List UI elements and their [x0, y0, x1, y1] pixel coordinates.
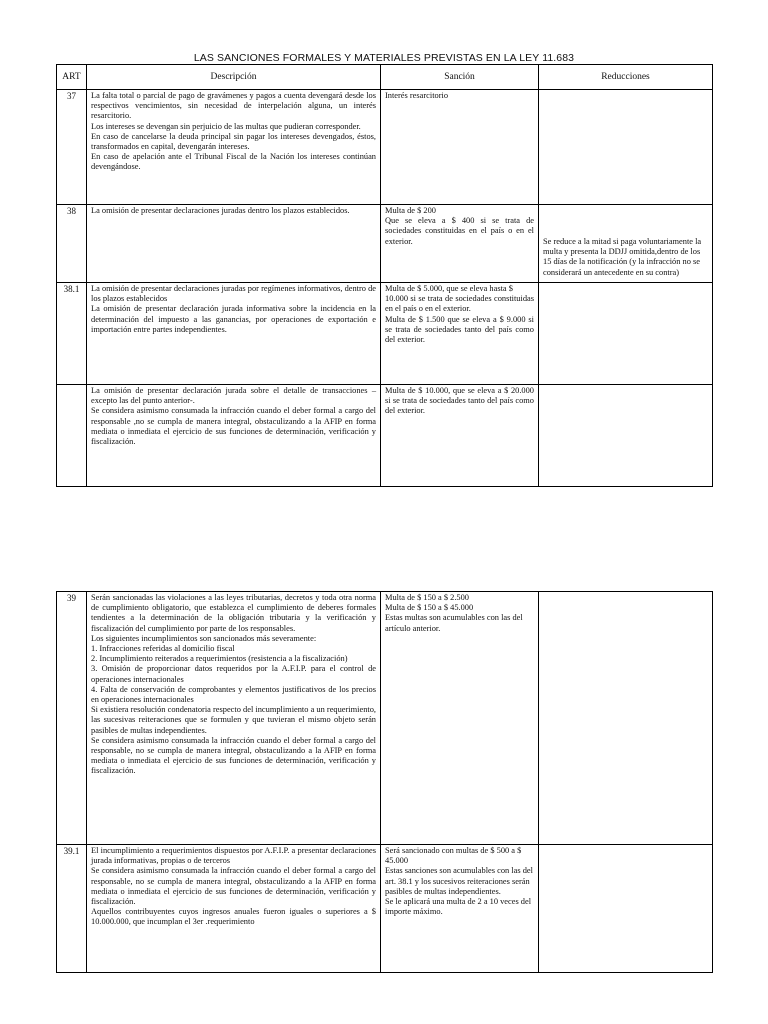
sancion-text: Multa de $ 150 a $ 2.500	[385, 593, 469, 602]
sancion-cell	[381, 845, 539, 973]
table-header-row	[57, 65, 713, 90]
descripcion-text: El incumplimiento a requerimientos dispuestos por A.F.I.P. a presentar declaraciones jurada informativas, propias o de terceros	[91, 846, 376, 866]
descripcion-cell	[87, 385, 381, 487]
sancion-cell	[381, 385, 539, 487]
reducciones-cell	[539, 385, 713, 487]
sancion-text: Se le aplicará una multa de 2 a 10 veces del importe máximo.	[385, 897, 532, 917]
reducciones-cell	[539, 845, 713, 973]
table-row	[57, 205, 713, 283]
art-cell: 38.1	[57, 283, 87, 385]
sancion-text: Será sancionado con multas de $ 500 a $ 45.000	[385, 846, 522, 866]
descripcion-text: Los intereses se devengan sin perjuicio de las multas que pudieran corresponder.	[91, 121, 361, 131]
header-art: ART	[57, 65, 87, 90]
descripcion-text: La omisión de presentar declaraciones juradas dentro los plazos establecidos.	[91, 206, 350, 215]
descripcion-text: 3. Omisión de proporcionar datos requeridos por la A.F.I.P. para el control de operaciones internacionales	[91, 664, 376, 684]
descripcion-text: Aquellos contribuyentes cuyos ingresos anuales fueron iguales o superiores a $ 10.000.000, que incumplan el 3er .requerimiento	[91, 907, 376, 927]
sancion-text: Interés resarcitorio	[385, 91, 449, 100]
table-row	[57, 385, 713, 487]
descripcion-cell	[87, 283, 381, 385]
reducciones-cell	[539, 592, 713, 845]
sancion-cell	[381, 205, 539, 283]
descripcion-text: En caso de cancelarse la deuda principal sin pagar los intereses devengados, éstos, transformados en capital, devengarán intereses.	[91, 131, 376, 152]
descripcion-text: La omisión de presentar declaración jurada sobre el detalle de transacciones – excepto las del punto anterior-.	[91, 386, 376, 406]
sancion-text: Estas multas son acumulables con las del artículo anterior.	[385, 613, 523, 633]
sancion-text: Multa de $ 10.000, que se eleva a $ 20.000 si se trata de sociedades tanto del país como del exterior.	[385, 386, 534, 416]
descripcion-text: Se considera asimismo consumada la infracción cuando el deber formal a cargo del responsable ,no se cumpla de manera integral, obstaculizando a la AFIP en forma mediata o inmediata el ejercicio de sus funciones de determinación, verificación y fiscalización.	[91, 406, 376, 447]
sancion-text: 10.000 si se trata de sociedades constituidas en el país o en el exterior.	[385, 294, 534, 314]
header-descripcion: Descripción	[87, 65, 381, 90]
reducciones-text: Se reduce a la mitad si paga voluntariamente la multa y presenta la DDJJ omitida,dentro de los 15 días de la notificación (y la infracción no se considerará un antecedente en su contra)	[543, 237, 702, 277]
descripcion-text: Se considera asimismo consumada la infracción cuando el deber formal a cargo del responsable, no se cumpla de manera integral, obstaculizando a la AFIP en forma mediata o inmediata el ejercicio de sus funciones de determinación, verificación y fiscalización.	[91, 866, 376, 907]
reducciones-cell	[539, 205, 713, 283]
descripcion-text: Se considera asimismo consumada la infracción cuando el deber formal a cargo del responsable, no se cumpla de manera integral, obstaculizando a la AFIP en forma mediata o inmediata el ejercicio de sus funciones de determinación, verificación y fiscalización.	[91, 735, 376, 776]
descripcion-text: En caso de apelación ante el Tribunal Fiscal de la Nación los intereses continúan devengándose.	[91, 152, 376, 172]
descripcion-text: Serán sancionadas las violaciones a las leyes tributarias, decretos y toda otra norma de cumplimiento obligatorio, que establezca el cumplimiento de deberes formales tendientes a la determinación de la obligación tributaria y la verificación y fiscalización del cumplimiento por parte de los responsables.	[91, 593, 376, 633]
sancion-text: Multa de $ 5.000, que se eleva hasta $	[385, 284, 513, 293]
table-row	[57, 592, 713, 845]
descripcion-text: 1. Infracciones referidas al domicilio fiscal	[91, 644, 235, 654]
page-title: LAS SANCIONES FORMALES Y MATERIALES PREVISTAS EN LA LEY 11.683	[193, 52, 575, 64]
sanctions-table-2	[56, 591, 713, 973]
sancion-text: Multa de $ 1.500 que se eleva a $ 9.000 si se trata de sociedades tanto del país como del exterior.	[385, 314, 534, 345]
descripcion-cell	[87, 592, 381, 845]
reducciones-cell	[539, 90, 713, 205]
sancion-text: Multa de $ 200	[385, 206, 436, 215]
art-cell	[57, 385, 87, 487]
sancion-cell	[381, 283, 539, 385]
table-row	[57, 845, 713, 973]
art-cell: 39	[57, 592, 87, 845]
descripcion-text: Los siguientes incumplimientos son sancionados más severamente:	[91, 633, 317, 643]
sancion-cell	[381, 90, 539, 205]
sancion-cell	[381, 592, 539, 845]
table-row	[57, 283, 713, 385]
header-reducciones: Reducciones	[539, 65, 713, 90]
descripcion-cell	[87, 845, 381, 973]
descripcion-text: 2. Incumplimiento reiterados a requerimientos (resistencia a la fiscalización)	[91, 654, 348, 664]
descripcion-cell	[87, 90, 381, 205]
art-cell: 38	[57, 205, 87, 283]
descripcion-text: La omisión de presentar declaraciones juradas por regímenes informativos, dentro de los plazos establecidos	[91, 284, 376, 304]
header-sancion: Sanción	[381, 65, 539, 90]
sanctions-table-1	[56, 64, 713, 487]
art-cell: 37	[57, 90, 87, 205]
art-cell: 39.1	[57, 845, 87, 973]
descripcion-cell	[87, 205, 381, 283]
table-row	[57, 90, 713, 205]
descripcion-text: La omisión de presentar declaración jurada informativa sobre la incidencia en la determinación del impuesto a las ganancias, por operaciones de exportación e importación entre partes independientes.	[91, 304, 376, 334]
reducciones-cell	[539, 283, 713, 385]
sancion-text: Estas sanciones son acumulables con las del art. 38.1 y los sucesivos reiteraciones serán pasibles de multas independientes.	[385, 866, 533, 896]
descripcion-text: 4. Falta de conservación de comprobantes y elementos justificativos de los precios en operaciones internacionales	[91, 684, 376, 705]
descripcion-text: La falta total o parcial de pago de gravámenes y pagos a cuenta devengará desde los respectivos vencimientos, sin necesidad de interpelación alguna, un interés resarcitorio.	[91, 91, 376, 121]
sancion-text: Que se eleva a $ 400 si se trata de sociedades constituidas en el país o en el exterior.	[385, 216, 534, 246]
sancion-text: Multa de $ 150 a $ 45.000	[385, 603, 474, 613]
descripcion-text: Si existiera resolución condenatoria respecto del incumplimiento a un requerimiento, las sucesivas reiteraciones que se formulen y que tuvieran el mismo objeto serán pasibles de multas independientes.	[91, 705, 376, 735]
